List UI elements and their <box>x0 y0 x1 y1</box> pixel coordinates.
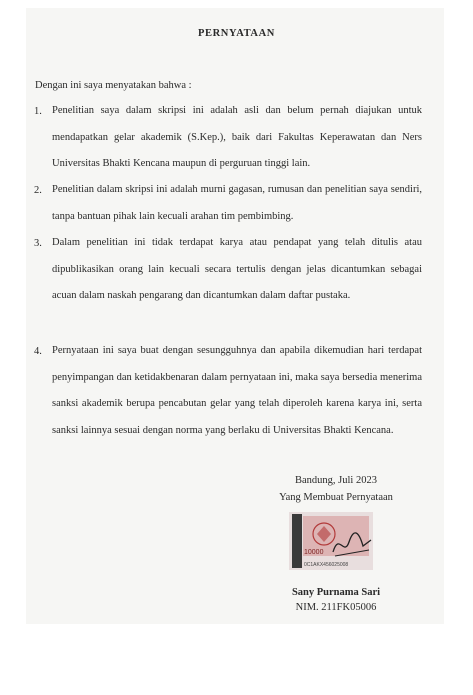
stamp-code: 0C1AKX456025008 <box>304 562 349 568</box>
signer-name: Sany Purnama Sari <box>291 587 381 598</box>
stamp-dark-stripe <box>292 514 302 568</box>
signer-role: Yang Membuat Pernyataan <box>279 492 393 503</box>
intro-text: Dengan ini saya menyatakan bahwa : <box>35 80 192 91</box>
item-text: Penelitian saya dalam skripsi ini adalah asli dan belum pernah diajukan untuk mendapatkan gelar akademik (S.Kep.), baik dari Fakultas Keperawatan dan Ners Universitas Bhakti Kencana maupun di perguruan tinggi lain. <box>52 105 422 169</box>
signer-nim: NIM. 211FK05006 <box>295 602 377 613</box>
item-number: 2. <box>34 185 42 196</box>
item-text: Pernyataan ini saya buat dengan sesungguhnya dan apabila dikemudian hari terdapat penyimpangan dan ketidakbenaran dalam pernyataan ini, maka saya bersedia menerima sanksi akademik berupa pencabutan gelar yang telah diperoleh karena karya ini, serta sanksi lainnya sesuai dengan norma yang berlaku di Universitas Bhakti Kencana. <box>52 345 422 436</box>
item-number: 4. <box>34 346 42 357</box>
item-text: Penelitian dalam skripsi ini adalah murni gagasan, rumusan dan penelitian saya sendiri, tanpa bantuan pihak lain kecuali arahan tim pembimbing. <box>52 184 422 222</box>
item-number: 3. <box>34 238 42 249</box>
stamp-value: 10000 <box>304 549 324 556</box>
place-date: Bandung, Juli 2023 <box>295 475 377 486</box>
document-title: PERNYATAAN <box>198 28 275 39</box>
duty-stamp-with-signature <box>289 512 373 570</box>
item-text: Dalam penelitian ini tidak terdapat karya atau pendapat yang telah ditulis atau dipublikasikan orang lain kecuali secara tertulis dengan jelas dicantumkan sebagai acuan dalam naskah pengarang dan dicantumkan dalam daftar pustaka. <box>52 237 422 301</box>
item-number: 1. <box>34 106 42 117</box>
